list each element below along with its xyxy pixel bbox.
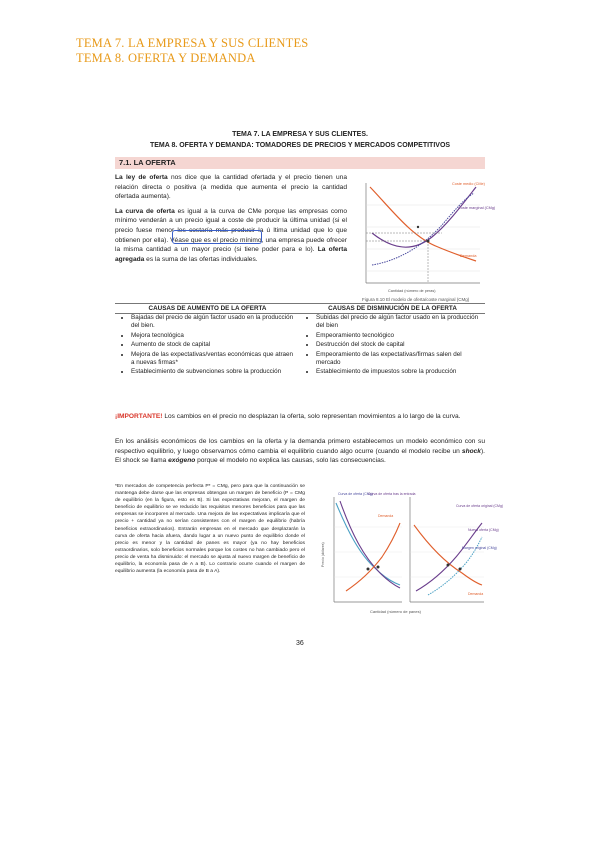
intro-text <box>115 173 347 264</box>
fig2-left-panel <box>321 492 416 602</box>
fig2-label-a: Curva de oferta (CMg) <box>338 492 373 496</box>
section-label: 7.1. LA OFERTA <box>119 158 176 167</box>
intro-paragraph-1 <box>115 173 347 202</box>
footnote: *En mercados de competencia perfecta P* = CMg, pero para que la continuación se mantenga debe darse que las empresas obtengan un margen de beneficio (P = CMg de equilibrio (en la figura, esto es B). Si las expectativas mejoran, el margen de beneficio de equilibrio se ve reducido las requisitos menores beneficios para que las empresas se incorporen al mercado. Una mejora de las expectativas implicaría que el precio + cantidad ya no serían consistentes con el margen de equilibrio (habría beneficios extraordinarios). Entrarán empresas en el mercado que desplazarán la curva de oferta hacia afuera, dando lugar a un nuevo punto de equilibrio donde el precio es menor y la cantidad de panes es mayor (ya no hay beneficios extraordinarios, solo beneficios normales porque los costes no han cambiado pero el precio de venta ha disminuido: el mercado se ajusta al nuevo margen de beneficio de equilibrio, la economía pasa de A a B). Lo contrario ocurre cuando el margen de equilibrio aumenta (la economía pasa de B a A). <box>115 484 305 575</box>
header-line-2: TEMA 8. OFERTA Y DEMANDA <box>76 51 256 65</box>
content-title-1: TEMA 7. LA EMPRESA Y SUS CLIENTES. <box>232 131 368 138</box>
demand-curve <box>370 187 476 261</box>
fig1-label-cme: Coste medio (CMe) <box>452 182 485 186</box>
header-line-1: TEMA 7. LA EMPRESA Y SUS CLIENTES <box>76 36 309 50</box>
fig2-xlabel: Cantidad (número de panes) <box>370 609 421 614</box>
term-oferta-agregada: La oferta agregada <box>115 246 347 263</box>
analysis-text-c: porque el modelo no explica las causas, solo las consecuencias. <box>195 457 386 465</box>
fig2-ylabel: Precio (dólares) <box>321 542 325 567</box>
term-ley-oferta: La ley de oferta <box>115 174 168 181</box>
p2-body: es igual a la curva de CMe porque las empresas como mínimo venderán a un precio igual a coste de producir la última unidad (si el precio fuese menor les costaría más producir la ú ltima unidad que lo que obtienen por ella). Véase que es el precio mínimo, una empresa puede ofrecer la misma cantidad a un mayor precio (si tiene poder para e lo). <box>115 207 347 254</box>
fig1-label-demanda: Demanda <box>460 254 477 258</box>
analysis-text-b: ). El shock se llama <box>115 447 485 465</box>
increase-cause-item: • Mejora tecnológica <box>131 332 298 340</box>
content-title-2: TEMA 8. OFERTA Y DEMANDA: TOMADORES DE PRECIOS Y MERCADOS COMPETITIVOS <box>149 142 451 149</box>
term-exogeno: exógeno <box>168 457 196 465</box>
p3-body: es la suma de las ofertas individuales. <box>144 255 258 263</box>
fig2-label-b: Curva de oferta tras la entrada <box>368 492 416 496</box>
decrease-cause-item: • Destrucción del stock de capital <box>316 341 483 349</box>
analysis-text-a: En los análisis económicos de los cambios en la oferta y la demanda primero establecemos un modelo económico con su respectivo equilibrio, y luego observamos cómo cambia el equilibrio cuando algo ocurre (cuando el modelo recibe un <box>115 438 485 455</box>
figure-1-caption: Figura 8.10 El modelo de oferta/coste marginal (CMg) <box>362 297 470 302</box>
important-label: ¡IMPORTANTE! <box>115 413 163 420</box>
fig2-right-panel <box>410 497 503 602</box>
fig1-label-cmg: Coste marginal (CMg) <box>458 206 496 210</box>
figure-2-chart <box>318 487 504 627</box>
fig2-label-g: Demanda <box>468 592 484 596</box>
term-curva-oferta: La curva de oferta <box>115 207 175 215</box>
important-note <box>115 412 485 422</box>
increase-cause-item: • Aumento de stock de capital <box>131 341 298 349</box>
decrease-cause-item: • Establecimiento de impuestos sobre la producción <box>316 368 483 376</box>
highlight-annotation <box>172 230 262 244</box>
increase-cause-item: • Mejora de las expectativas/ventas económicas que atraen a nuevas firmas* <box>131 351 298 367</box>
fig1-xlabel: Cantidad (número de peras) <box>388 289 436 293</box>
col-header-decrease: CAUSAS DE DISMINUCIÓN DE LA OFERTA <box>300 304 485 314</box>
supply-causes-table <box>115 303 485 378</box>
increase-cause-item: • Establecimiento de subvenciones sobre la producción <box>131 368 298 376</box>
important-text: Los cambios en el precio no desplazan la oferta, solo representan movimientos a lo largo de la curva. <box>162 413 461 420</box>
analysis-paragraph <box>115 437 485 466</box>
decrease-cause-item: • Empeoramiento tecnológico <box>316 332 483 340</box>
term-shock: shock <box>461 447 481 455</box>
marginal-cost-curve <box>372 193 474 265</box>
page-number: 36 <box>296 640 304 647</box>
section-heading <box>115 157 485 169</box>
fig2-label-f: Margen original (CMg) <box>462 546 497 550</box>
decrease-causes <box>300 314 485 378</box>
fig2-label-e: Nueva oferta (CMg) <box>468 528 499 532</box>
decrease-cause-item: • Empeoramiento de las expectativas/firmas salen del mercado <box>316 351 483 367</box>
increase-causes <box>115 314 300 378</box>
fig2-label-d: Curva de oferta original (CMg) <box>456 504 504 508</box>
fig2-label-c: Demanda <box>378 514 394 518</box>
average-cost-curve <box>372 187 476 247</box>
figure-1-chart <box>352 175 496 300</box>
decrease-cause-item: • Subidas del precio de algún factor usado en la producción del bien <box>316 314 483 330</box>
col-header-increase: CAUSAS DE AUMENTO DE LA OFERTA <box>115 304 300 314</box>
increase-cause-item: • Bajadas del precio de algún factor usado en la producción del bien. <box>131 314 298 330</box>
p1-body: nos dice que la cantidad ofertada y el precio tienen una relación directa o positiva (a medida que aumenta el precio la cantidad ofertada aumenta). <box>115 174 347 201</box>
